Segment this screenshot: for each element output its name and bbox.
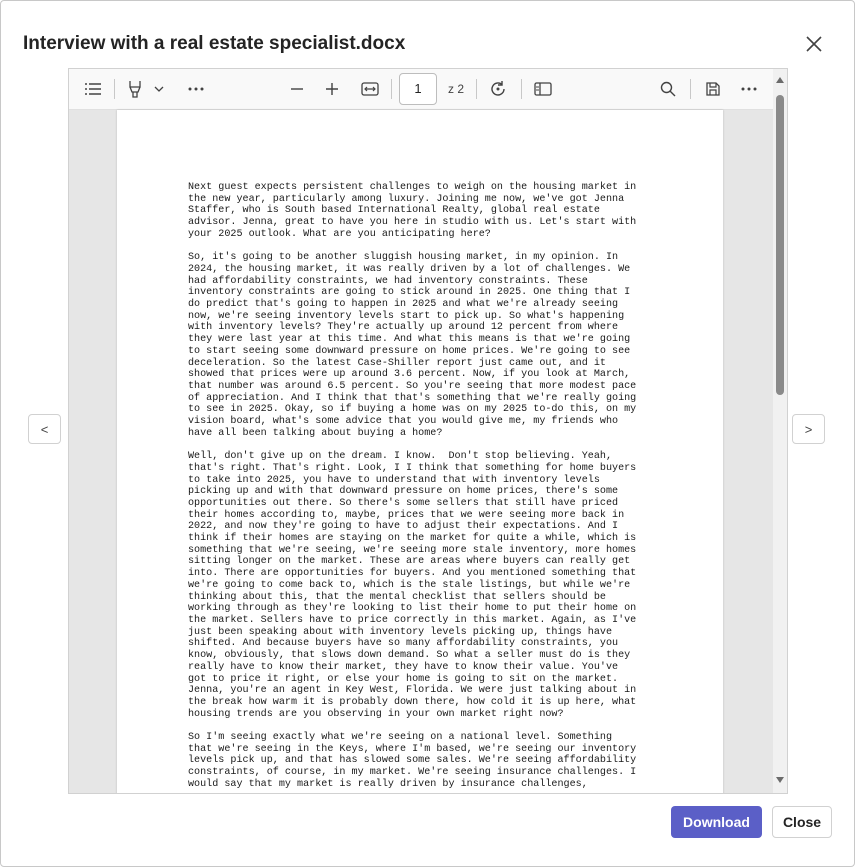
scrollbar-thumb[interactable] <box>776 95 784 395</box>
document-viewer <box>68 68 788 794</box>
chevron-down-icon[interactable] <box>151 75 167 103</box>
fit-width-icon[interactable] <box>358 75 382 103</box>
list-icon[interactable] <box>81 75 105 103</box>
viewer-toolbar <box>69 69 773 110</box>
paragraph: Well, don't give up on the dream. I know. Don't stop believing. Yeah, that's right. That's right. Look, I I think that something for home buyers to take into 2025, you have to understand that with inventory levels picking up and with that downward pressure on home prices, there's some opportunities out there. So there's some sellers that still have priced their homes according to, maybe, prices that we were seeing more back in 2022, and now they're going to have to adjust their expectations. And I think if their homes are staying on the market for quite a while, which is something that we're seeing, we're seeing more stale inventory, more homes sitting longer on the market. These are areas where buyers can really get into. There are opportunities for buyers. And you mentioned something that we're going to come back to, which is the stale listings, but while we're thinking about this, that the mental checklist that sellers should be working through as they're looking to list their home to put their home on the market. Sellers have to price correctly in this market. Again, as I've just been speaking about with inventory levels picking up, things have shifted. And because buyers have so many affordability constraints, you know, obviously, that slows down demand. So what a seller must do is they really have to know their market, they have to know their value. You've got to price it right, or else your home is going to sit on the market. Jenna, you're an agent in Key West, Florida. We were just talking about in the break how warm it is probably down there, how cold it is up here, what housing trends are you observing in your own market right now? <box>188 451 637 720</box>
zoom-in-icon[interactable] <box>321 75 343 103</box>
zoom-out-icon[interactable] <box>286 75 308 103</box>
scroll-down-icon[interactable] <box>776 777 784 783</box>
page-total-label: z 2 <box>448 82 465 96</box>
previous-page-button[interactable]: < <box>28 414 61 444</box>
highlighter-icon[interactable] <box>124 75 146 103</box>
paragraph: So I'm seeing exactly what we're seeing on a national level. Something that we're seeing in the Keys, where I'm based, we're seeing our inventory levels pick up, and that has slowed some sales. We're seeing affordability constraints, of course, in my market. We're seeing insurance challenges. I would say that my market is really driven by insurance challenges, <box>188 732 637 790</box>
close-button[interactable]: Close <box>772 806 832 838</box>
more-icon[interactable] <box>184 75 208 103</box>
rotate-icon[interactable] <box>486 75 510 103</box>
toolbar-divider <box>521 79 522 99</box>
toolbar-divider <box>476 79 477 99</box>
document-text <box>188 182 656 794</box>
more-icon[interactable] <box>737 75 761 103</box>
vertical-scrollbar[interactable] <box>773 69 787 793</box>
toolbar-divider <box>114 79 115 99</box>
save-icon[interactable] <box>701 75 725 103</box>
document-scroll-area[interactable] <box>69 110 773 793</box>
toolbar-divider <box>690 79 691 99</box>
paragraph: So, it's going to be another sluggish housing market, in my opinion. In 2024, the housing market, it was really driven by a lot of challenges. We had affordability constraints, we had inventory constraints. These inventory constraints are going to stick around in 2025. One thing that I do predict that's going to happen in 2025 and what we're already seeing now, we're seeing inventory levels start to pick up. So what's happening with inventory levels? They're actually up around 12 percent from where they were last year at this time. And what this means is that we're going to start seeing some downward pressure on home prices. We're going to see deceleration. So the latest Case-Shiller report just came out, and it showed that prices were up around 3.6 percent. Now, if you look at March, that number was around 6.5 percent. So you're seeing that more modest pace of appreciation. And I think that that's something that we're really going to see in 2025. Okay, so if buying a home was on my 2025 to-do this, on my vision board, what's some advice that you would give me, my friends who have all been talking about buying a home? <box>188 252 637 439</box>
page-view-icon[interactable] <box>531 75 555 103</box>
download-button[interactable]: Download <box>671 806 762 838</box>
toolbar-divider <box>391 79 392 99</box>
page-number-input[interactable] <box>399 73 437 105</box>
scroll-up-icon[interactable] <box>776 77 784 83</box>
search-icon[interactable] <box>656 75 680 103</box>
document-page <box>117 110 723 794</box>
next-page-button[interactable]: > <box>792 414 825 444</box>
close-icon[interactable] <box>801 31 827 57</box>
paragraph: Next guest expects persistent challenges to weigh on the housing market in the new year, particularly among luxury. Joining me now, we've got Jenna Staffer, who is South based International Realty, global real estate advisor. Jenna, great to have you here in studio with us. Let's start with your 2025 outlook. What are you anticipating here? <box>188 182 637 240</box>
dialog-title: Interview with a real estate specialist.docx <box>23 33 406 54</box>
